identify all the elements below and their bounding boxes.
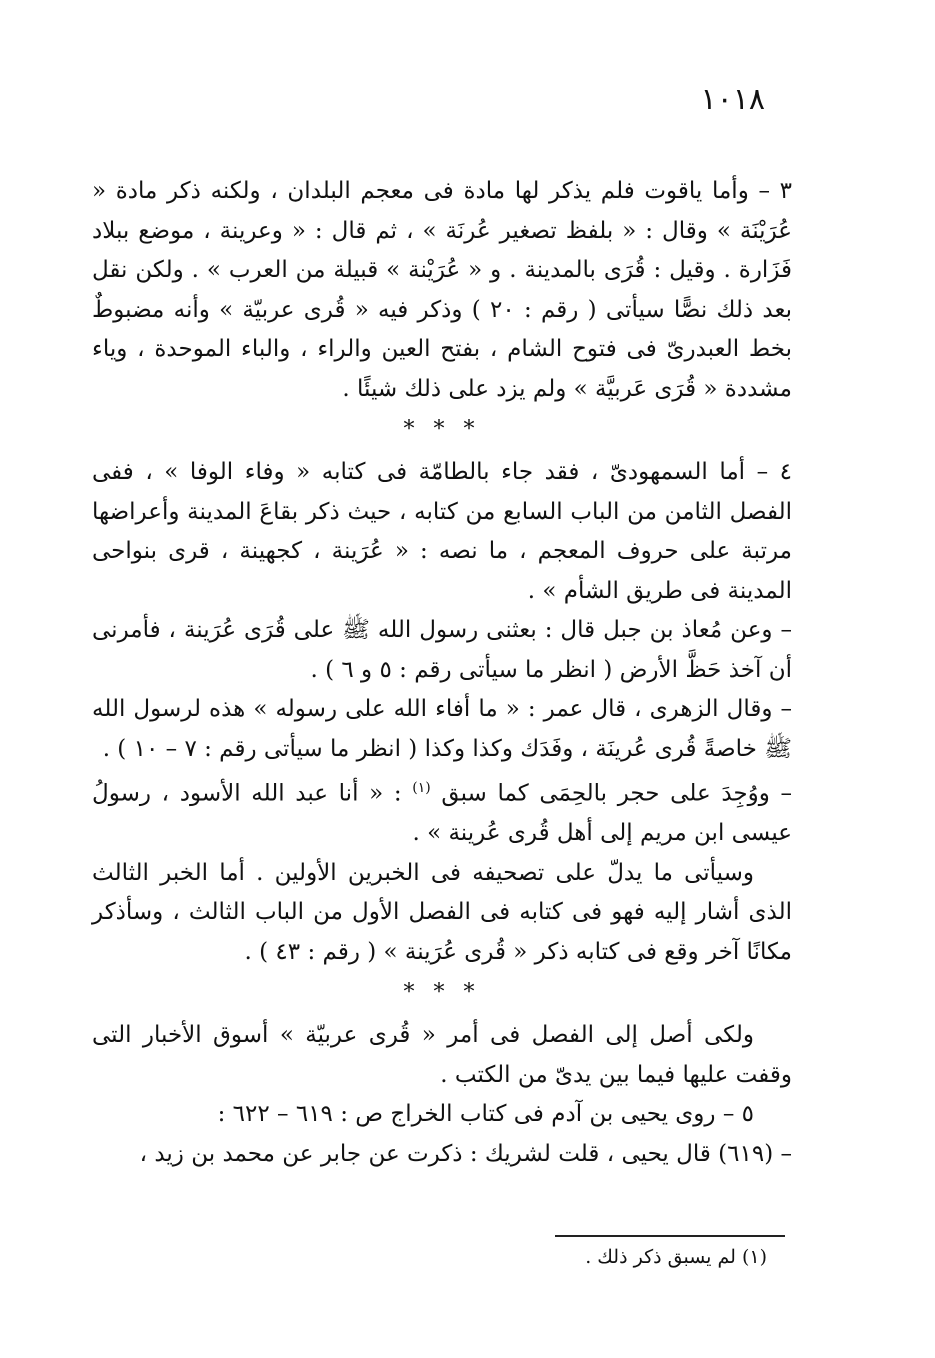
stone-text-start: – ووُجِدَ على حجر بالحِمَى كما سبق — [430, 780, 792, 807]
section-separator: * * * — [403, 980, 481, 1006]
section-separator: * * * — [403, 417, 481, 442]
paragraph-tashif: وسيأتى ما يدلّ على تصحيفه فى الخبرين الأولين . أما الخبر الثالث الذى أشار إليه فهو فى كتابه فى الفصل الأول من الباب الثالث ، وسأذكر مكانًا آخر وقع فى كتابه ذكر « قُرى عُرَينة » ( رقم : ٤٣ ) . — [92, 859, 792, 965]
paragraph-samhudi: ٤ – أما السمهودىّ ، فقد جاء بالطامّة فى كتابه « وفاء الوفا » ، ففى الفصل الثامن من الباب السابع من كتابه ، حيث ذكر بقاعَ المدينة وأعراضها مرتبة على حروف المعجم ، ما نصه : « عُرَينة ، كجهينة ، قرى بنواحى المدينة فى طريق الشأم » . — [92, 459, 792, 604]
paragraph-yahya: ٥ – روى يحيى بن آدم فى كتاب الخراج ص : ٦١٩ – ٦٢٢ : — [217, 1101, 754, 1128]
paragraph-intro-akhbar: ولكى أصل إلى الفصل فى أمر « قُرى عربيّة » أسوق الأخبار التى وقفت عليها فيما بين يدىّ من الكتب . — [92, 1022, 792, 1088]
stone-text-end: : « أنا عبد الله الأسود ، رسولُ عيسى ابن مريم إلى أهل قُرى عُرينة » . — [92, 780, 792, 847]
main-text — [92, 172, 792, 1174]
paragraph-stone — [92, 769, 792, 854]
paragraph-sharik: – (٦١٩) قال يحيى ، قلت لشريك : ذكرت عن جابر عن محمد بن زيد ، — [139, 1140, 792, 1167]
paragraph-yaqut: ٣ – وأما ياقوت فلم يذكر لها مادة فى معجم البلدان ، ولكنه ذكر مادة « عُرَيْنَة » وقال : « بلفظ تصغير عُرنَة » ، ثم قال : « وعرينة ، موضع ببلاد فَزَارة . وقيل : قُرَى بالمدينة . و « عُرَيْنة » قبيلة من العرب » . ولكن نقل بعد ذلك نصًّا سيأتى ( رقم : ٢٠ ) وذكر فيه « قُرى عربيّة » وأنه مضبوطٌ بخط العبدرىّ فى فتوح الشام ، بفتح العين والراء ، والباء الموحدة ، وياء مشددة « قُرَى عَربيَّة » ولم يزد على ذلك شيئًا . — [92, 178, 792, 402]
paragraph-zuhri: – وقال الزهرى ، قال عمر : « ما أفاء الله على رسوله » هذه لرسول الله ﷺ خاصةً قُرى عُرينَة ، وفَدَك وكذا وكذا ( انظر ما سيأتى رقم : ٧ – ١٠ ) . — [92, 696, 792, 762]
footnote: (١) لم يسبق ذكر ذلك . — [585, 1246, 767, 1268]
footnote-divider — [555, 1235, 785, 1237]
footnote-reference: (١) — [412, 780, 431, 796]
paragraph-muadh: – وعن مُعاذ بن جبل قال : بعثنى رسول الله ﷺ على قُرَى عُرَينة ، فأمرنى أن آخذ حَظَّ الأرض ( انظر ما سيأتى رقم : ٥ و ٦ ) . — [92, 617, 792, 683]
page-number: ١٠١٨ — [700, 82, 765, 117]
